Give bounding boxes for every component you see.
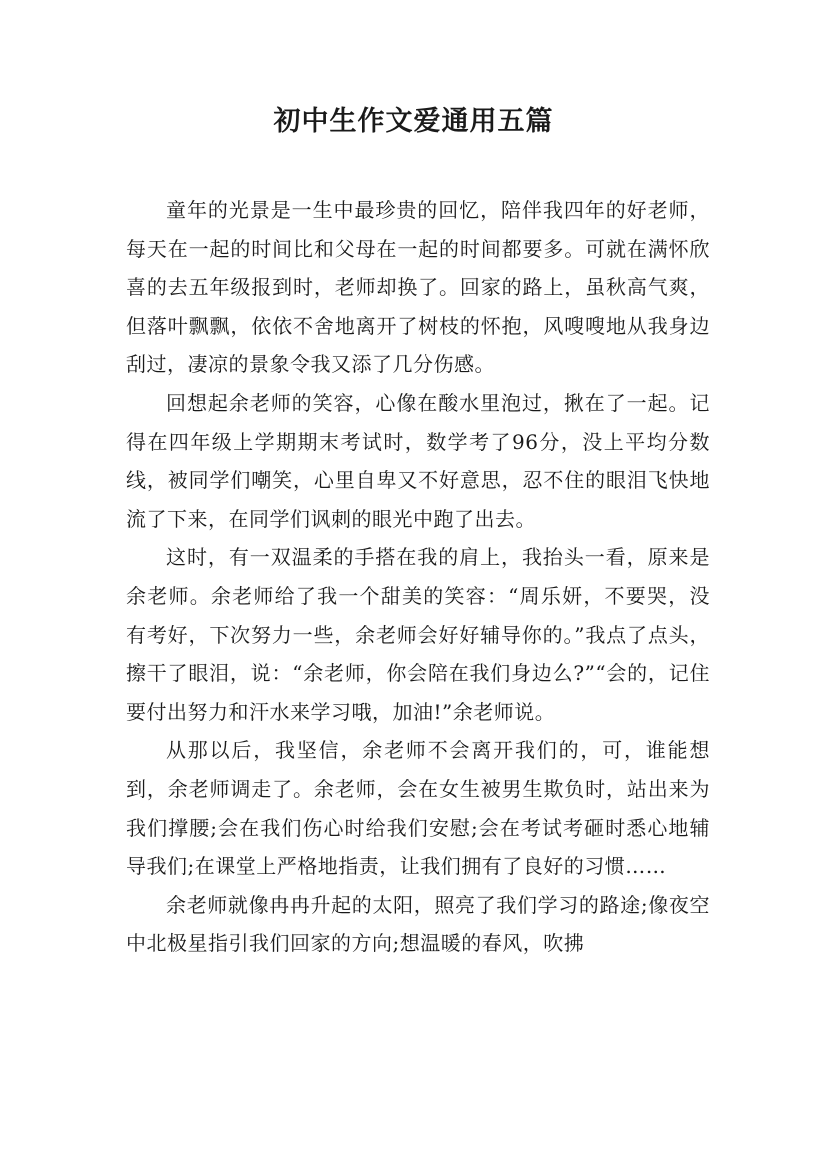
paragraph-5: 余老师就像冉冉升起的太阳，照亮了我们学习的路途;像夜空中北极星指引我们回家的方向;想温暖的春风，吹拂 bbox=[126, 892, 710, 956]
paragraph-3: 这时，有一双温柔的手搭在我的肩上，我抬头一看，原来是余老师。余老师给了我一个甜美的笑容：“周乐妍，不要哭，没有考好，下次努力一些，余老师会好好辅导你的。”我点了点头，擦干了眼泪，说：“余老师，你会陪在我们身边么?”“会的，记住要付出努力和汗水来学习哦，加油!”余老师说。 bbox=[126, 545, 710, 724]
document-body bbox=[126, 191, 710, 963]
paragraph-1: 童年的光景是一生中最珍贵的回忆，陪伴我四年的好老师，每天在一起的时间比和父母在一起的时间都要多。可就在满怀欣喜的去五年级报到时，老师却换了。回家的路上，虽秋高气爽，但落叶飘飘，依依不舍地离开了树枝的怀抱，风嗖嗖地从我身边刮过，凄凉的景象令我又添了几分伤感。 bbox=[126, 198, 710, 377]
paragraph-2: 回想起余老师的笑容，心像在酸水里泡过，揪在了一起。记得在四年级上学期期末考试时，数学考了96分，没上平均分数线，被同学们嘲笑，心里自卑又不好意思，忍不住的眼泪飞快地流了下来，在同学们讽刺的眼光中跑了出去。 bbox=[126, 390, 710, 531]
document-title: 初中生作文爱通用五篇 bbox=[273, 106, 554, 137]
paragraph-4: 从那以后，我坚信，余老师不会离开我们的，可，谁能想到，余老师调走了。余老师，会在女生被男生欺负时，站出来为我们撑腰;会在我们伤心时给我们安慰;会在考试考砸时悉心地辅导我们;在课堂上严格地指责，让我们拥有了良好的习惯…… bbox=[126, 738, 710, 879]
